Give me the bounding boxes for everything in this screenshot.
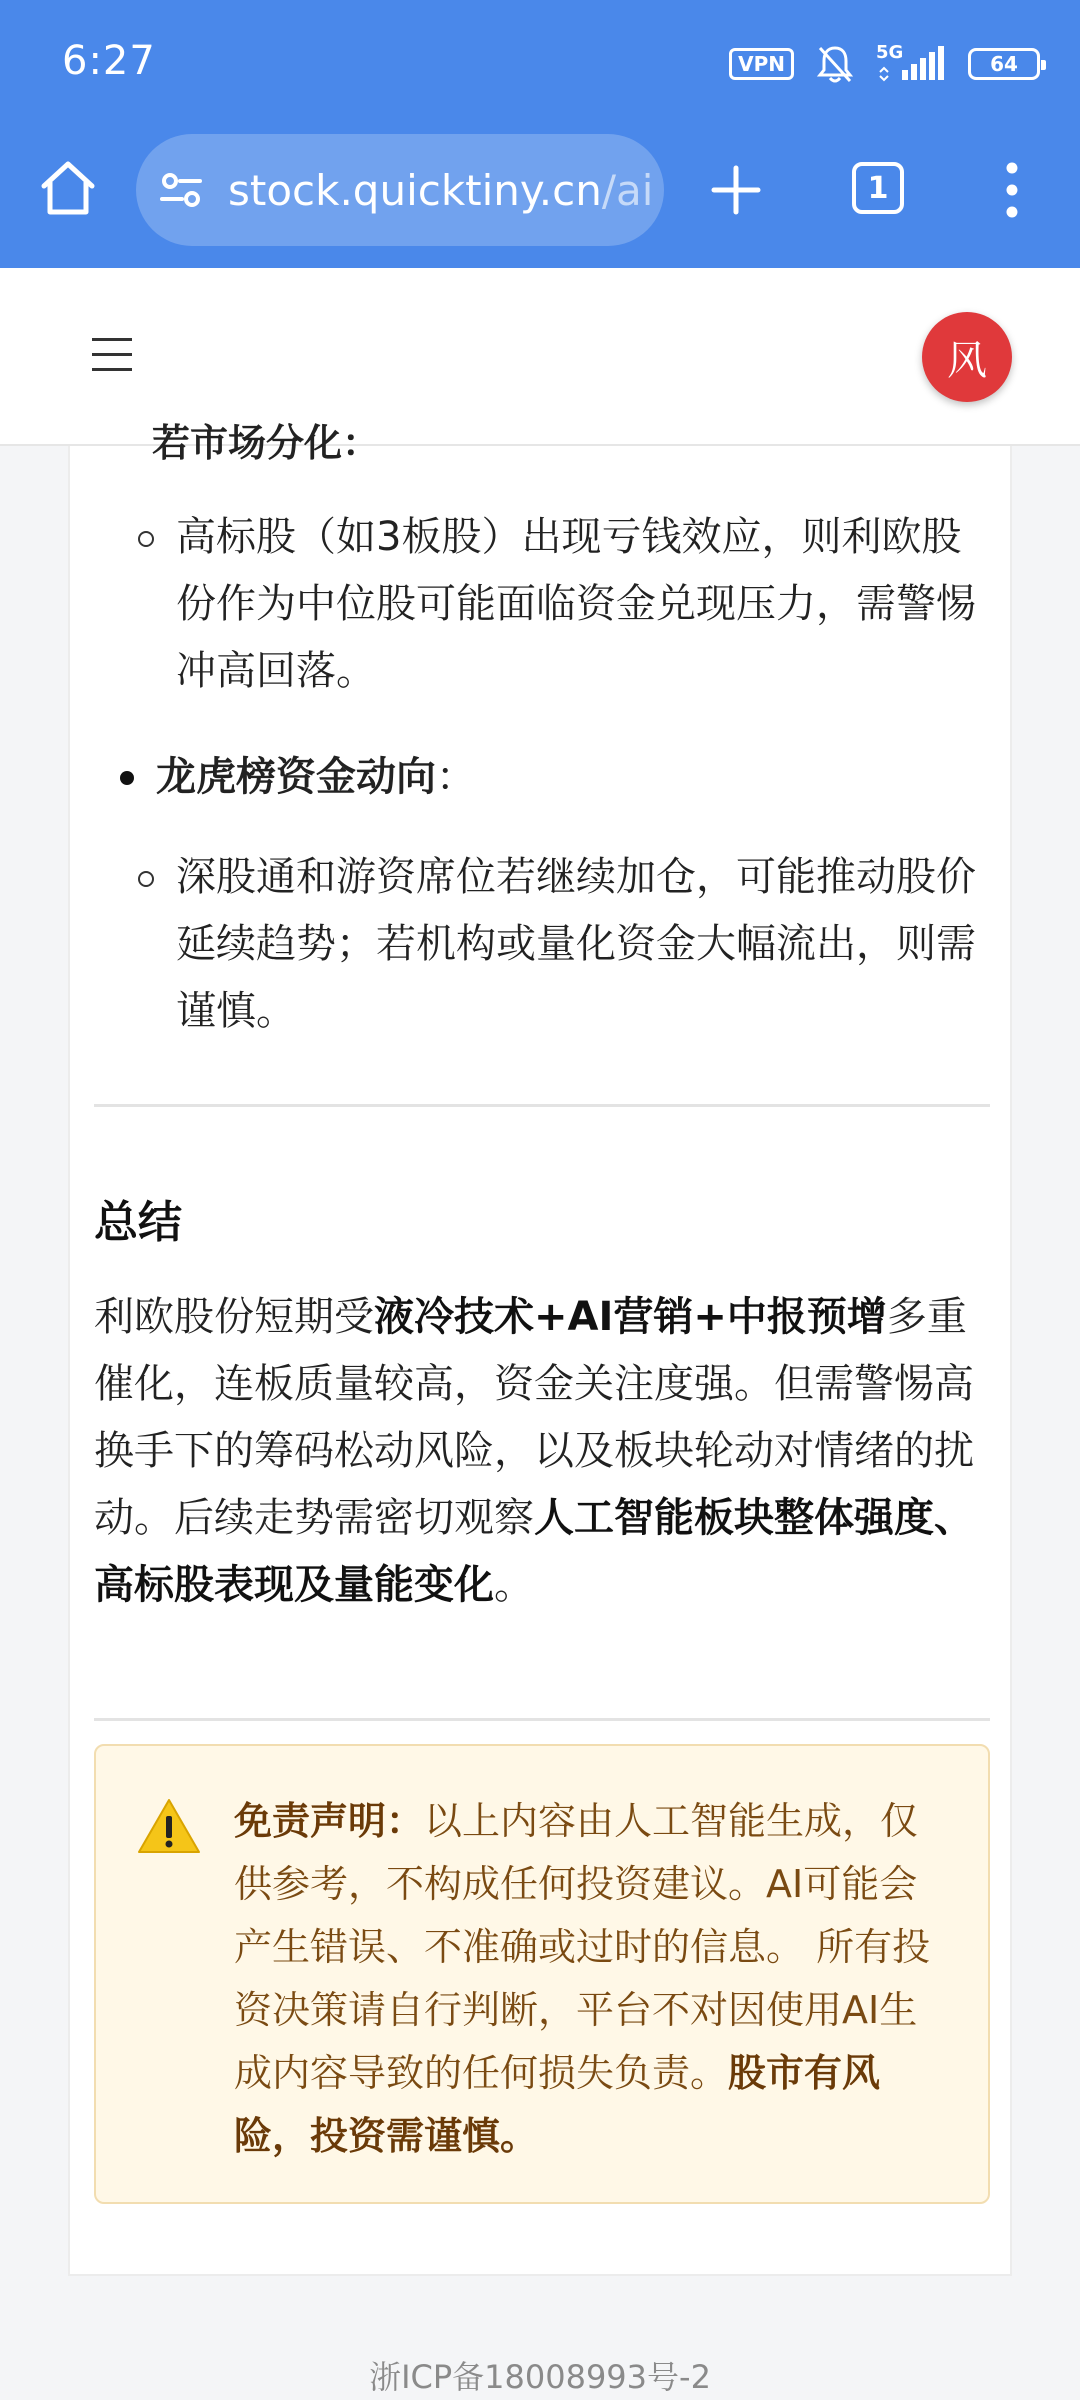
home-icon[interactable] <box>36 156 100 220</box>
list-item-dragon-detail <box>176 844 976 1045</box>
summary-highlight: 液冷技术+AI营销+中报预增 <box>374 1294 887 1340</box>
site-settings-icon[interactable] <box>156 165 206 215</box>
summary-highlight: 人工智能板块整体强度、高标股表现及量能变化 <box>94 1495 974 1608</box>
url-bar-row <box>0 130 1080 268</box>
high-stock-text: 高标股（如3板股）出现亏钱效应，则利欧股份作为中位股可能面临资金兑现压力，需警惕冲高回落。 <box>176 514 976 694</box>
section-divider <box>94 1104 990 1107</box>
network-type: 5G <box>876 42 904 63</box>
url-text[interactable] <box>228 166 653 215</box>
summary-paragraph <box>94 1284 994 1619</box>
signal-icon <box>876 42 946 82</box>
more-menu-icon[interactable] <box>998 158 1026 222</box>
disclaimer-body: 以上内容由人工智能生成，仅供参考，不构成任何投资建议。AI可能会产生错误、不准确或过时的信息。 所有投资决策请自行判断，平台不对因使用AI生成内容导致的任何损失负责。 <box>234 1799 931 2095</box>
list-item-high-stock <box>176 504 976 705</box>
battery-level: 64 <box>990 52 1018 76</box>
hollow-bullet <box>138 871 154 887</box>
battery-icon <box>968 48 1040 80</box>
status-bar <box>0 0 1080 130</box>
list-item-dragon-tiger <box>120 744 476 811</box>
url-path: /ai <box>601 165 654 215</box>
status-icons <box>729 44 1040 84</box>
hollow-bullet <box>138 531 154 547</box>
new-tab-icon[interactable] <box>706 160 766 220</box>
browser-chrome <box>0 0 1080 268</box>
summary-title: 总结 <box>94 1197 182 1248</box>
disclaimer-label: 免责声明： <box>234 1799 425 1843</box>
vpn-icon: VPN <box>729 48 794 80</box>
address-bar[interactable] <box>136 134 664 246</box>
mute-bell-icon <box>816 44 854 84</box>
label-colon: ： <box>436 754 476 800</box>
url-domain: stock.quicktiny.cn <box>228 165 602 215</box>
summary-text: 利欧股份短期受 <box>94 1294 374 1340</box>
dragon-tiger-label: 龙虎榜资金动向 <box>156 754 436 800</box>
disclaimer-warning: 股市有风险，投资需谨慎。 <box>234 2051 881 2158</box>
section-divider <box>94 1718 990 1721</box>
disclaimer-text <box>234 1790 954 2168</box>
hamburger-menu-icon[interactable] <box>92 338 132 374</box>
status-time: 6:27 <box>62 38 156 84</box>
summary-text: 。 <box>494 1562 534 1608</box>
cut-off-heading: 若市场分化： <box>152 421 381 465</box>
summary-text: 多重催化，连板质量较高，资金关注度强。但需警惕高换手下的筹码松动风险，以及板块轮动对情绪的扰动。后续走势需密切观察 <box>94 1294 974 1541</box>
warning-icon <box>136 1796 202 1856</box>
disclaimer-box <box>94 1744 990 2204</box>
user-avatar[interactable]: 风 <box>922 312 1012 402</box>
icp-license-link[interactable]: 浙ICP备18008993号-2 <box>369 2358 711 2396</box>
bullet-dot <box>120 771 134 785</box>
ai-analysis-content <box>68 421 1012 2276</box>
dragon-detail-text: 深股通和游资席位若继续加仓，可能推动股价延续趋势；若机构或量化资金大幅流出，则需谨慎。 <box>176 854 976 1034</box>
tab-switcher-button[interactable]: 1 <box>852 162 904 214</box>
